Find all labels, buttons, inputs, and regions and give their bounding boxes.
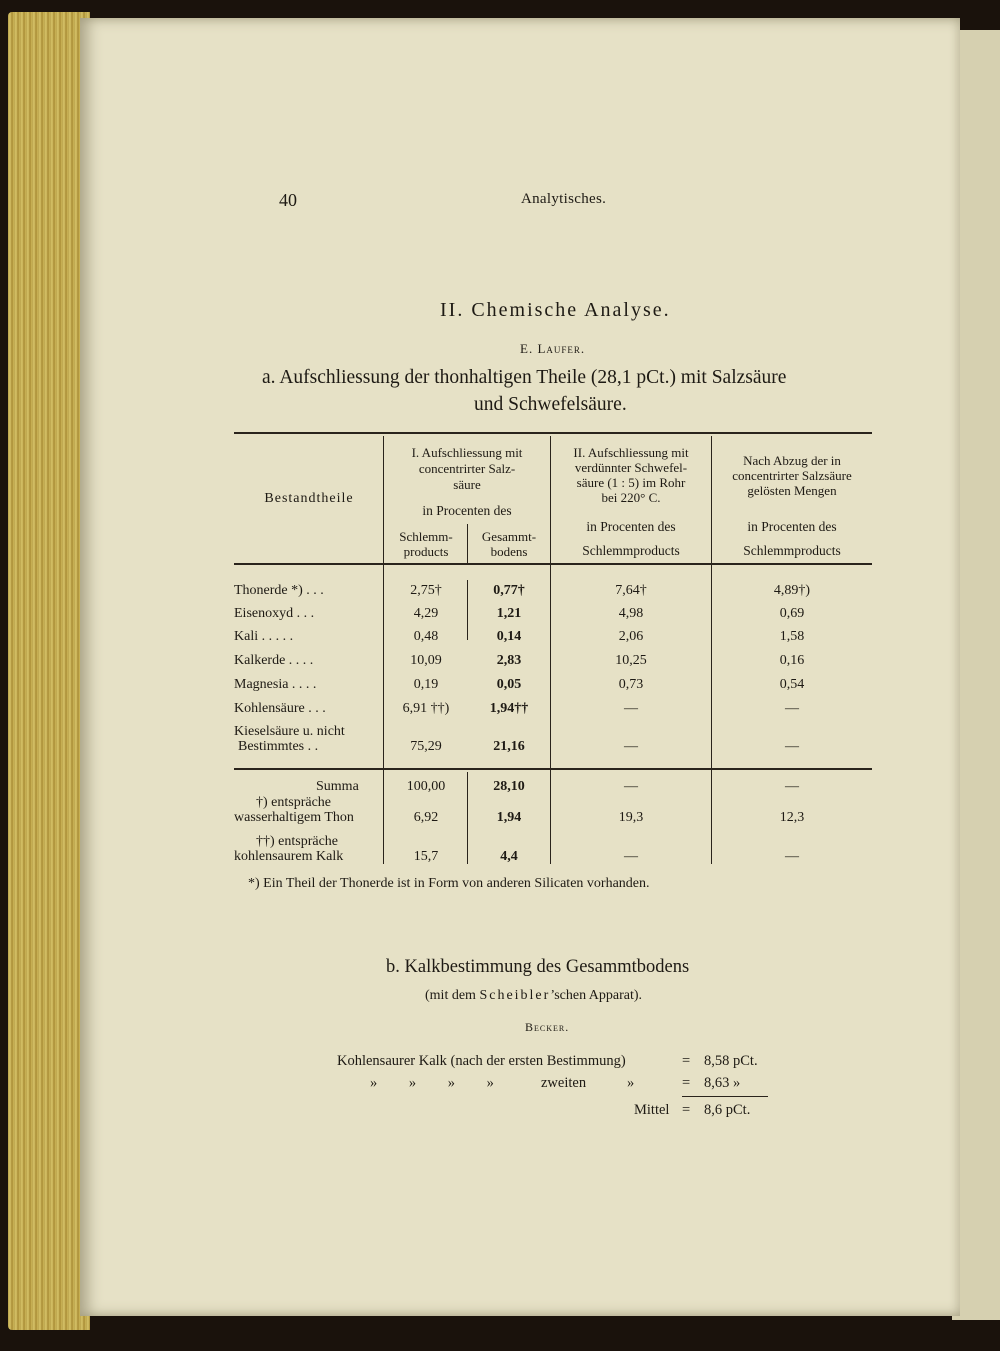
cell-gesammt: 0,05 [496, 677, 522, 692]
header-col1-subtitle: in Procenten des [422, 503, 512, 518]
header-col1a-line2: products [403, 544, 449, 559]
cell-gesammt: 1,21 [496, 606, 522, 621]
section-heading: II. Chemische Analyse. [440, 299, 671, 321]
row-label: Thonerde *) . . . [234, 583, 324, 598]
row-label-line1: †) entspräche [256, 795, 332, 810]
row-label-line2: wasserhaltigem Thon [234, 810, 354, 825]
kalk-line2-eq: = [682, 1075, 691, 1091]
header-col1b-line2: bodens [490, 544, 528, 559]
header-col2-line2: verdünnter Schwefel- [574, 460, 688, 475]
table-col-divider-1 [383, 436, 384, 864]
header-col2-line4: bei 220° C. [601, 490, 661, 505]
cell-gesammt: 0,77† [493, 583, 525, 598]
cell-schlemm: 10,09 [410, 653, 442, 668]
mittel-rule [682, 1096, 768, 1097]
table-header-rule [234, 563, 872, 565]
header-col2-sub1: in Procenten des [586, 519, 676, 534]
header-col1b-line1: Gesammt- [481, 529, 537, 544]
subsection-a-title-line1: a. Aufschliessung der thonhaltigen Theile (28,1 pCt.) mit Salzsäure [262, 367, 787, 388]
cell-abzug: — [785, 701, 799, 716]
cell-abzug: 0,69 [779, 606, 805, 621]
subtitle-name: Scheibler [479, 988, 551, 1003]
cell-abzug: 12,3 [779, 810, 805, 825]
kalk-line1-eq: = [682, 1053, 691, 1069]
row-label-line1: ††) entspräche [256, 834, 339, 849]
kalk-line2-word: zweiten [541, 1075, 587, 1091]
table-subcol-divider [467, 524, 468, 564]
header-bestandtheile: Bestandtheile [264, 491, 354, 506]
table-top-rule [234, 432, 872, 434]
cell-schwefel: — [624, 779, 638, 794]
cell-gesammt: 0,14 [496, 629, 522, 644]
header-col3-sub2: Schlemmproducts [743, 543, 841, 558]
kalk-mittel-value: 8,6 pCt. [704, 1102, 751, 1118]
running-head: Analytisches. [521, 191, 607, 207]
cell-abzug: — [785, 739, 799, 754]
table-subcol-divider-summa [467, 772, 468, 864]
cell-schwefel: — [624, 849, 638, 864]
header-col3-line3: gelösten Mengen [747, 483, 837, 498]
row-label: Eisenoxyd . . . [234, 606, 315, 621]
row-label-line1: Kieselsäure u. nicht [234, 724, 345, 739]
kalk-mittel-label: Mittel [634, 1102, 670, 1118]
cell-schlemm: 0,48 [413, 629, 439, 644]
kalk-line2-ditto2: » [627, 1075, 635, 1091]
subsection-b-title: b. Kalkbestimmung des Gesammtbodens [386, 957, 690, 977]
book-page-edges [8, 12, 90, 1330]
header-col1-line1: I. Aufschliessung mit [411, 445, 523, 460]
cell-abzug: 0,16 [779, 653, 805, 668]
kalk-mittel-eq: = [682, 1102, 691, 1118]
author-name: E. Laufer. [520, 341, 586, 356]
subsection-b-author: Becker. [525, 1020, 570, 1034]
cell-abzug: — [785, 779, 799, 794]
cell-schlemm: 6,91 ††) [402, 701, 450, 716]
cell-schlemm: 15,7 [413, 849, 439, 864]
subtitle-post: ’schen Apparat). [550, 988, 643, 1003]
cell-abzug: 1,58 [779, 629, 805, 644]
table-col-divider-2 [550, 436, 551, 864]
cell-schlemm: 75,29 [410, 739, 442, 754]
row-label: Summa [316, 779, 359, 794]
table-footnote: *) Ein Theil der Thonerde ist in Form von anderen Silicaten vorhanden. [248, 876, 650, 891]
cell-schlemm: 2,75† [410, 583, 442, 598]
cell-abzug: 0,54 [779, 677, 805, 692]
table-summa-rule [234, 768, 872, 770]
kalk-line1-value: 8,58 pCt. [704, 1053, 758, 1069]
header-col1-line2: concentrirter Salz- [418, 461, 516, 476]
header-col2-line1: II. Aufschliessung mit [573, 445, 689, 460]
cell-schlemm: 0,19 [413, 677, 439, 692]
subsection-b-subtitle [425, 988, 642, 1004]
row-label: Kali . . . . . [234, 629, 294, 644]
cell-schwefel: 10,25 [615, 653, 647, 668]
cell-schwefel: — [624, 739, 638, 754]
cell-schwefel: 7,64† [615, 583, 647, 598]
subsection-a-title-line2: und Schwefelsäure. [474, 394, 627, 415]
row-label-line2: Bestimmtes . . [238, 739, 319, 754]
header-col3-line1: Nach Abzug der in [743, 453, 841, 468]
row-label: Kohlensäure . . . [234, 701, 326, 716]
cell-schlemm: 6,92 [413, 810, 439, 825]
cell-schlemm: 4,29 [413, 606, 439, 621]
subtitle-pre: (mit dem [425, 988, 480, 1003]
header-col3-sub1: in Procenten des [747, 519, 837, 534]
header-col2-line3: säure (1 : 5) im Rohr [576, 475, 686, 490]
table-col-divider-3 [711, 436, 712, 864]
page-number: 40 [279, 190, 297, 210]
row-label-line2: kohlensaurem Kalk [234, 849, 344, 864]
cell-schwefel: 2,06 [618, 629, 644, 644]
cell-schlemm: 100,00 [406, 779, 446, 794]
kalk-line1-label: Kohlensaurer Kalk (nach der ersten Bestimmung) [337, 1053, 626, 1069]
table-subcol-divider-lower [467, 580, 468, 640]
header-col2-sub2: Schlemmproducts [582, 543, 680, 558]
cell-gesammt: 4,4 [500, 849, 518, 864]
cell-abzug: — [785, 849, 799, 864]
cell-schwefel: — [624, 701, 638, 716]
header-col3-line2: concentrirter Salzsäure [732, 468, 852, 483]
kalk-line2-value: 8,63 » [704, 1075, 741, 1091]
cell-abzug: 4,89†) [773, 583, 811, 598]
cell-schwefel: 4,98 [618, 606, 644, 621]
header-col1a-line1: Schlemm- [399, 529, 453, 544]
cell-gesammt: 1,94†† [489, 701, 529, 716]
row-label: Kalkerde . . . . [234, 653, 314, 668]
header-col1-line3: säure [453, 477, 481, 492]
cell-gesammt: 1,94 [496, 810, 522, 825]
kalk-line2-ditto: » » » » [370, 1075, 494, 1091]
cell-gesammt: 28,10 [493, 779, 525, 794]
cell-gesammt: 21,16 [493, 739, 525, 754]
cell-schwefel: 0,73 [618, 677, 644, 692]
row-label: Magnesia . . . . [234, 677, 317, 692]
cell-schwefel: 19,3 [618, 810, 644, 825]
cell-gesammt: 2,83 [496, 653, 522, 668]
